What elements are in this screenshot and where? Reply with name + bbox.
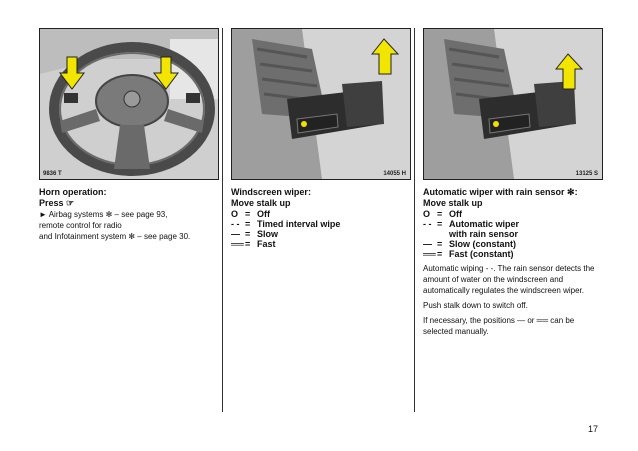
position-symbol: ‑ ‑ — [423, 219, 432, 229]
auto-position-row: ══ = Fast (constant) — [423, 249, 514, 259]
position-label: Timed interval wipe — [257, 219, 341, 229]
wiper-position-row: — = Slow — [231, 229, 279, 239]
position-label: Automatic wiper — [449, 219, 520, 229]
position-label: with rain sensor — [449, 229, 519, 239]
wiper-stalk-figure — [231, 28, 411, 180]
wiper-position-row: ‑ ‑ = Timed interval wipe — [231, 219, 341, 229]
position-symbol: O — [231, 209, 239, 219]
auto-paragraph: Automatic wiping ‑ ‑. The rain sensor detects the amount of water on the windscreen and automatically regulates the windscreen wiper. — [423, 264, 595, 295]
position-symbol: — — [423, 239, 432, 249]
column-divider — [222, 28, 223, 412]
wiper-subtitle: Move stalk up — [231, 198, 291, 208]
horn-note-line: and Infotainment system ✻ – see page 30. — [39, 232, 191, 241]
auto-paragraph: If necessary, the positions — or ══ can be selected manually. — [423, 316, 575, 336]
position-label: Fast — [257, 239, 276, 249]
rain-sensor-stalk-figure — [423, 28, 603, 180]
auto-position-row: — = Slow (constant) — [423, 239, 516, 249]
position-label: Off — [257, 209, 270, 219]
position-label: Slow (constant) — [449, 239, 516, 249]
horn-press: Press ☞ — [39, 198, 75, 208]
horn-section — [39, 187, 219, 242]
wiper-position-row: O = Off — [231, 209, 270, 219]
position-label: Slow — [257, 229, 279, 239]
wiper-position-row: ══ = Fast — [231, 239, 276, 249]
position-symbol: O — [423, 209, 431, 219]
page-number: 17 — [588, 424, 599, 434]
position-label: Off — [449, 209, 462, 219]
horn-note-line: ► Airbag systems ✻ – see page 93, — [39, 210, 168, 219]
figure-code: 13125 S — [575, 171, 598, 177]
figure-code: 14055 H — [383, 171, 406, 177]
position-symbol — [423, 229, 437, 239]
auto-position-row: O = Off — [423, 209, 462, 219]
position-label: Fast (constant) — [449, 249, 514, 259]
wiper-title: Windscreen wiper: — [231, 187, 311, 197]
auto-position-row — [423, 229, 605, 239]
figure-code: 9836 T — [43, 171, 62, 177]
position-symbol: ‑ ‑ — [231, 219, 240, 229]
auto-paragraph: Push stalk down to switch off. — [423, 301, 528, 310]
auto-subtitle: Move stalk up — [423, 198, 483, 208]
auto-title: Automatic wiper with rain sensor ✻: — [423, 187, 578, 197]
horn-note-line: remote control for radio — [39, 221, 122, 230]
horn-title: Horn operation: — [39, 187, 107, 197]
wiper-section — [231, 187, 411, 249]
position-symbol: ══ — [423, 249, 436, 259]
auto-wiper-section — [423, 187, 605, 337]
column-divider — [414, 28, 415, 412]
steering-wheel-figure — [39, 28, 219, 180]
position-symbol: — — [231, 229, 240, 239]
position-symbol: ══ — [231, 239, 244, 249]
auto-position-row: ‑ ‑ = Automatic wiper — [423, 219, 520, 229]
